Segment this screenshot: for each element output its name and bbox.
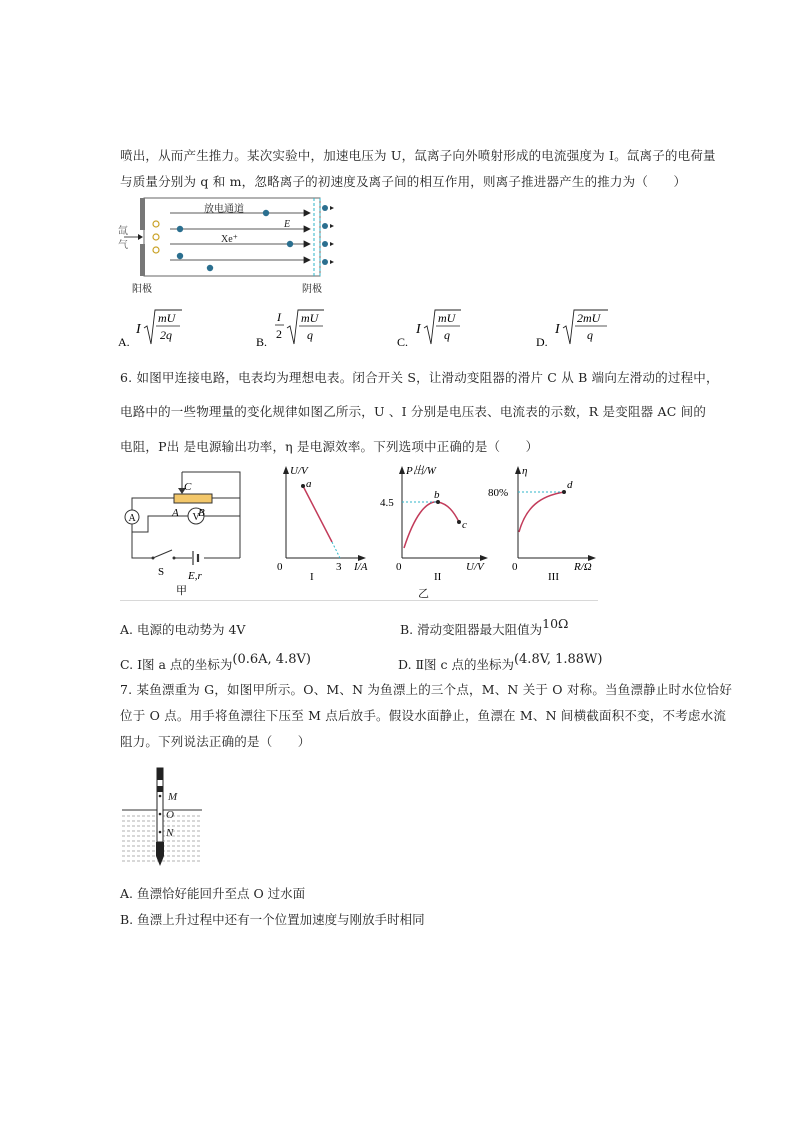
q7-option-a[interactable]: A. 鱼漂恰好能回升至点 O 过水面 <box>120 886 306 901</box>
label-anode: 阳极 <box>132 284 152 295</box>
q6-option-d[interactable] <box>398 652 603 673</box>
g1-xlabel: I/A <box>354 561 368 573</box>
label-gas-2: 气 <box>118 240 128 251</box>
q7-text-line-2: 位于 O 点。用手将鱼漂往下压至 M 点后放手。假设水面静止，鱼漂在 M、N 间横截面积不变，不考虑水流 <box>120 708 727 723</box>
g1-xtick: 3 <box>336 561 342 573</box>
g1-origin: 0 <box>277 561 283 573</box>
svg-text:2: 2 <box>276 327 282 341</box>
label-cathode: 阴极 <box>302 284 322 295</box>
g3-ytick: 80% <box>488 487 509 499</box>
label-slider-c: C <box>184 481 192 493</box>
svg-text:I: I <box>416 322 421 337</box>
q5-option-c[interactable] <box>397 306 487 350</box>
caption-jia: 甲 <box>176 585 187 597</box>
g1-ylabel: U/V <box>290 465 308 477</box>
ammeter-label: A <box>128 513 136 524</box>
ion-thruster-figure <box>118 196 338 298</box>
svg-text:I: I <box>277 310 281 324</box>
svg-text:I: I <box>136 322 141 337</box>
q6-option-b-value: 10Ω <box>542 616 569 631</box>
svg-text:q: q <box>307 328 313 342</box>
svg-text:q: q <box>587 328 593 342</box>
label-switch: S <box>158 566 165 578</box>
label-end-a: A <box>172 507 179 519</box>
label-channel: 放电通道 <box>204 204 244 215</box>
q5-option-d[interactable] <box>536 306 626 350</box>
svg-text:mU: mU <box>438 311 456 325</box>
label-field: E <box>284 219 291 230</box>
g3-ylabel: η <box>522 465 528 477</box>
q6-option-c-text: C. Ⅰ图 a 点的坐标为 <box>120 657 233 672</box>
svg-text:C.: C. <box>397 335 409 349</box>
svg-text:q: q <box>444 328 450 342</box>
label-ion: Xe⁺ <box>221 234 238 245</box>
g3-roman: III <box>548 571 559 582</box>
anode-plate-top <box>140 198 145 230</box>
q7-option-b[interactable]: B. 鱼漂上升过程中还有一个位置加速度与刚放手时相同 <box>120 912 425 927</box>
svg-text:mU: mU <box>301 311 319 325</box>
q6-text-line-3: 电阻，P出 是电源输出功率，η 是电源效率。下列选项中正确的是（ ） <box>120 439 539 454</box>
q5-option-b[interactable] <box>256 306 346 350</box>
graph-eta-vs-r <box>484 462 604 582</box>
g3-xlabel: R/Ω <box>574 561 592 573</box>
divider <box>120 600 598 601</box>
q6-option-c[interactable] <box>120 652 311 673</box>
q5-option-a[interactable] <box>118 306 208 350</box>
label-o: O <box>166 809 174 821</box>
g2-point-b: b <box>434 489 440 501</box>
q6-option-b[interactable] <box>400 616 569 638</box>
q6-text-line-2: 电路中的一些物理量的变化规律如图乙所示，U 、I 分别是电压表、电流表的示数，R 是变阻器 AC 间的 <box>120 404 707 419</box>
svg-text:2q: 2q <box>160 328 172 342</box>
q6-option-b-text: B. 滑动变阻器最大阻值为 <box>400 622 543 637</box>
svg-text:B.: B. <box>256 335 268 349</box>
q5-text-line-2: 与质量分别为 q 和 m，忽略离子的初速度及离子间的相互作用，则离子推进器产生的推力为（ ） <box>120 174 687 189</box>
q6-text-line-1: 6. 如图甲连接电路，电表均为理想电表。闭合开关 S，让滑动变阻器的滑片 C 从 B 端向左滑动的过程中， <box>120 370 719 385</box>
circuit-diagram <box>118 466 248 600</box>
g2-ytick: 4.5 <box>380 497 394 509</box>
fishing-float-figure <box>118 764 208 872</box>
voltmeter-label: V <box>192 512 200 523</box>
g3-origin: 0 <box>512 561 518 573</box>
svg-text:D.: D. <box>536 335 548 349</box>
label-m: M <box>168 791 178 803</box>
g2-origin: 0 <box>396 561 402 573</box>
svg-text:mU: mU <box>158 311 176 325</box>
g2-ylabel: P出/W <box>406 465 436 477</box>
g1-roman: I <box>310 571 314 582</box>
graph-u-vs-i <box>276 462 376 582</box>
label-n: N <box>166 827 174 839</box>
svg-text:I: I <box>555 322 560 337</box>
g2-roman: II <box>434 571 442 582</box>
g3-point-d: d <box>567 479 573 491</box>
anode-plate-bottom <box>140 244 145 276</box>
g2-xlabel: U/V <box>466 561 484 573</box>
q6-option-c-value: (0.6A, 4.8V) <box>232 652 311 667</box>
q7-text-line-3: 阻力。下列说法正确的是（ ） <box>120 734 311 749</box>
q6-option-a[interactable]: A. 电源的电动势为 4V <box>120 622 246 637</box>
g2-point-c: c <box>462 519 467 531</box>
caption-yi: 乙 <box>418 587 430 600</box>
q6-option-d-text: D. Ⅱ图 c 点的坐标为 <box>398 657 514 672</box>
g1-point-a: a <box>306 478 312 490</box>
q7-text-line-1: 7. 某鱼漂重为 G，如图甲所示。O、M、N 为鱼漂上的三个点，M、N 关于 O 对称。当鱼漂静止时水位恰好 <box>120 682 733 697</box>
label-gas-1: 氙 <box>118 226 128 237</box>
q6-option-d-value: (4.8V, 1.88W) <box>513 652 603 667</box>
svg-text:2mU: 2mU <box>577 311 601 325</box>
label-source: E,r <box>188 570 202 582</box>
label-end-b: B <box>198 507 205 519</box>
q5-text-line-1: 喷出，从而产生推力。某次实验中，加速电压为 U，氙离子向外喷射形成的电流强度为 I。氙离子的电荷量 <box>120 148 716 163</box>
svg-text:A.: A. <box>118 335 130 349</box>
